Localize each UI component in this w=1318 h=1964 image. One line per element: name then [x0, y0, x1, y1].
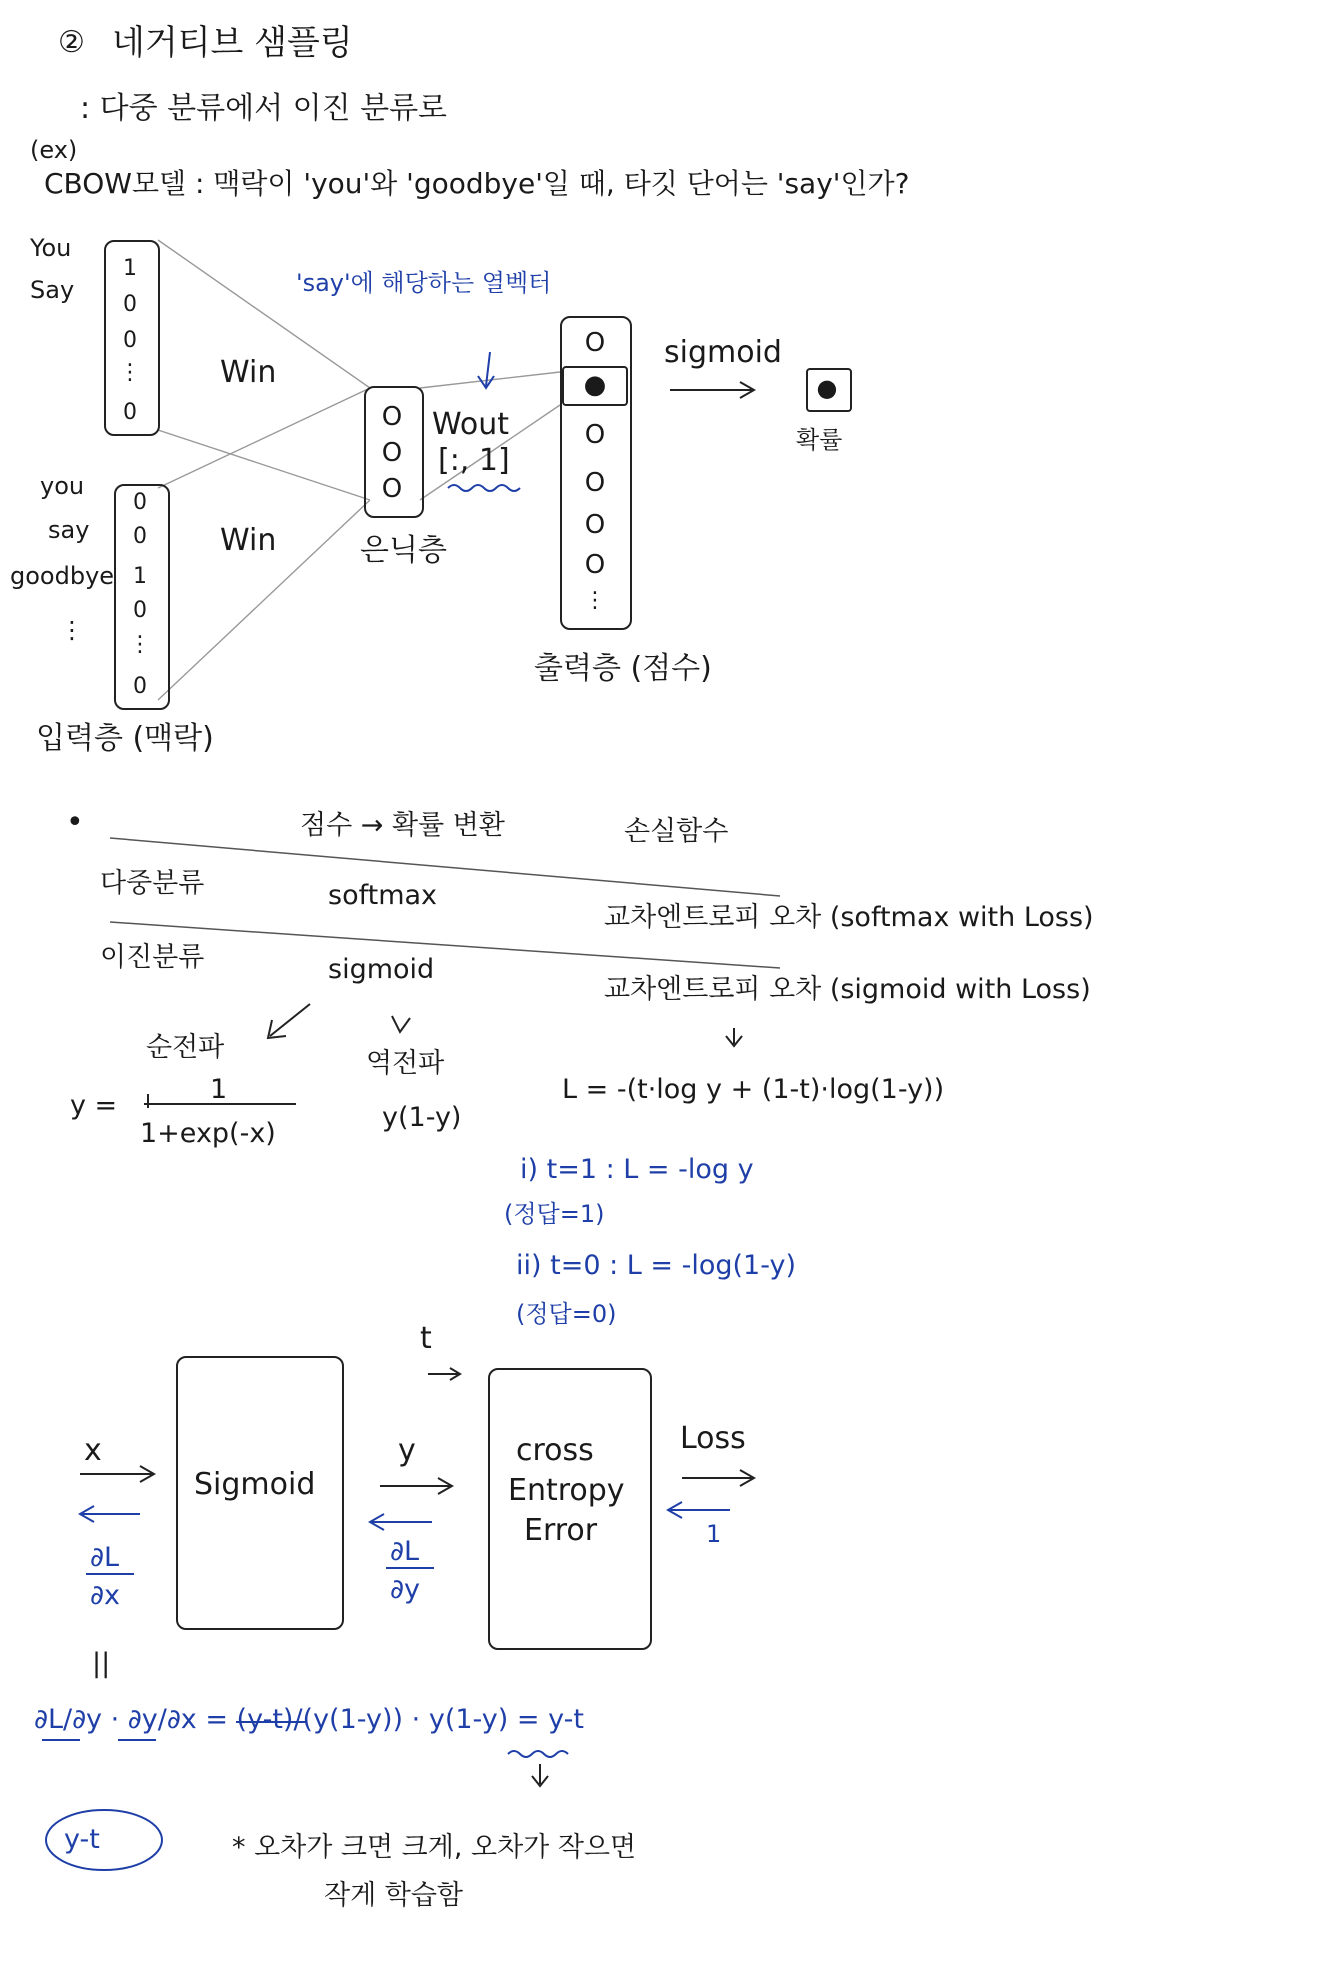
grad-dy: ∂y — [390, 1574, 420, 1605]
y-equals: y = — [70, 1090, 118, 1121]
w-in-top: Win — [220, 355, 277, 390]
w-in-bottom: Win — [220, 523, 277, 558]
forward-label: 순전파 — [146, 1032, 225, 1063]
hidden-cell: O — [381, 402, 403, 432]
example-tag: (ex) — [30, 136, 78, 164]
cee-label-line: Error — [524, 1513, 598, 1548]
hidden-cell: O — [381, 438, 403, 468]
output-loss: Loss — [680, 1421, 746, 1456]
vector-cell: 1 — [123, 256, 137, 281]
table-row-name: 다중분류 — [100, 868, 205, 899]
hidden-layer-label: 은닉층 — [360, 533, 447, 568]
cee-label-line: Entropy — [508, 1473, 625, 1508]
output-cell: O — [584, 328, 606, 358]
backward-value: y(1-y) — [382, 1102, 462, 1133]
probability-label: 확률 — [796, 426, 843, 454]
output-layer-label: 출력층 (점수) — [534, 651, 712, 686]
input-label-say: say — [48, 516, 90, 544]
section-number: ② — [58, 25, 85, 60]
input-t: t — [420, 1321, 432, 1356]
circled-result: y-t — [64, 1824, 100, 1855]
vector-cell: 0 — [133, 490, 147, 515]
fraction-denominator: 1+exp(-x) — [140, 1118, 276, 1149]
grad-dx: ∂x — [90, 1580, 120, 1611]
table-header-loss: 손실함수 — [624, 816, 729, 847]
vector-cell: 0 — [133, 598, 147, 623]
probability-dot: ● — [816, 374, 838, 402]
page-title: 네거티브 샘플링 — [112, 23, 353, 63]
conclusion-line-1: * 오차가 크면 크게, 오차가 작으면 — [232, 1832, 637, 1863]
table-row-loss: 교차엔트로피 오차 (sigmoid with Loss) — [604, 974, 1091, 1005]
table-bullet: • — [66, 805, 84, 840]
example-text: CBOW모델 : 맥락이 'you'와 'goodbye'일 때, 타깃 단어는 'say'인가? — [44, 167, 910, 200]
table-row-loss: 교차엔트로피 오차 (softmax with Loss) — [604, 902, 1094, 933]
vector-cell: 1 — [133, 564, 147, 589]
input-label-you: you — [40, 472, 85, 500]
vector-cell: 0 — [133, 524, 147, 549]
equals-vertical: || — [92, 1648, 111, 1679]
hidden-cell: O — [381, 474, 403, 504]
edge-y: y — [398, 1433, 416, 1468]
vector-cell: ⋮ — [129, 632, 151, 657]
vector-cell: 0 — [123, 328, 137, 353]
output-cell: O — [584, 550, 606, 580]
input-label-goodbye: goodbye — [10, 562, 115, 590]
vector-cell: 0 — [133, 674, 147, 699]
backward-label: 역전파 — [366, 1048, 445, 1079]
input-label-say: Say — [30, 276, 75, 304]
output-cell: O — [584, 468, 606, 498]
input-x: x — [84, 1433, 102, 1468]
output-cell: O — [584, 420, 606, 450]
input-label-ellipsis: ⋮ — [60, 616, 84, 644]
table-row-name: 이진분류 — [100, 942, 205, 973]
output-cell-selected: ● — [583, 370, 607, 400]
cross-entropy-node — [488, 1368, 652, 1650]
subtitle: : 다중 분류에서 이진 분류로 — [80, 91, 448, 126]
w-out-slice: [:, 1] — [438, 443, 510, 478]
blue-note: 'say'에 해당하는 열벡터 — [296, 269, 552, 297]
grad-dl-x: ∂L — [90, 1542, 120, 1573]
sigmoid-label: sigmoid — [664, 335, 782, 370]
case-t1: i) t=1 : L = -log y — [520, 1154, 754, 1185]
loss-formula: L = -(t·log y + (1-t)·log(1-y)) — [562, 1074, 945, 1105]
vector-cell: 0 — [123, 292, 137, 317]
w-out-label: Wout — [432, 407, 510, 442]
vector-cell: 0 — [123, 400, 137, 425]
case-t0: ii) t=0 : L = -log(1-y) — [516, 1250, 796, 1281]
cee-label-line: cross — [516, 1433, 594, 1468]
back-one: 1 — [706, 1520, 722, 1548]
grad-dl-y: ∂L — [390, 1536, 420, 1567]
vector-cell: ⋮ — [119, 360, 141, 385]
table-header-conversion: 점수 → 확률 변환 — [300, 810, 505, 841]
input-layer-label: 입력층 (맥락) — [36, 721, 214, 756]
output-cell: O — [584, 510, 606, 540]
conclusion-line-2: 작게 학습함 — [324, 1880, 463, 1911]
case-t0-note: (정답=0) — [516, 1300, 617, 1328]
table-row-conversion: sigmoid — [328, 954, 435, 985]
case-t1-note: (정답=1) — [504, 1200, 605, 1228]
input-label-you: You — [30, 234, 72, 262]
output-cell: ⋮ — [584, 588, 606, 613]
chain-rule: ∂L/∂y · ∂y/∂x = (y-t)/(y(1-y)) · y(1-y) = y-t — [34, 1704, 584, 1735]
fraction-numerator: 1 — [210, 1074, 228, 1105]
sigmoid-node-label: Sigmoid — [194, 1467, 316, 1502]
table-row-conversion: softmax — [328, 880, 438, 911]
